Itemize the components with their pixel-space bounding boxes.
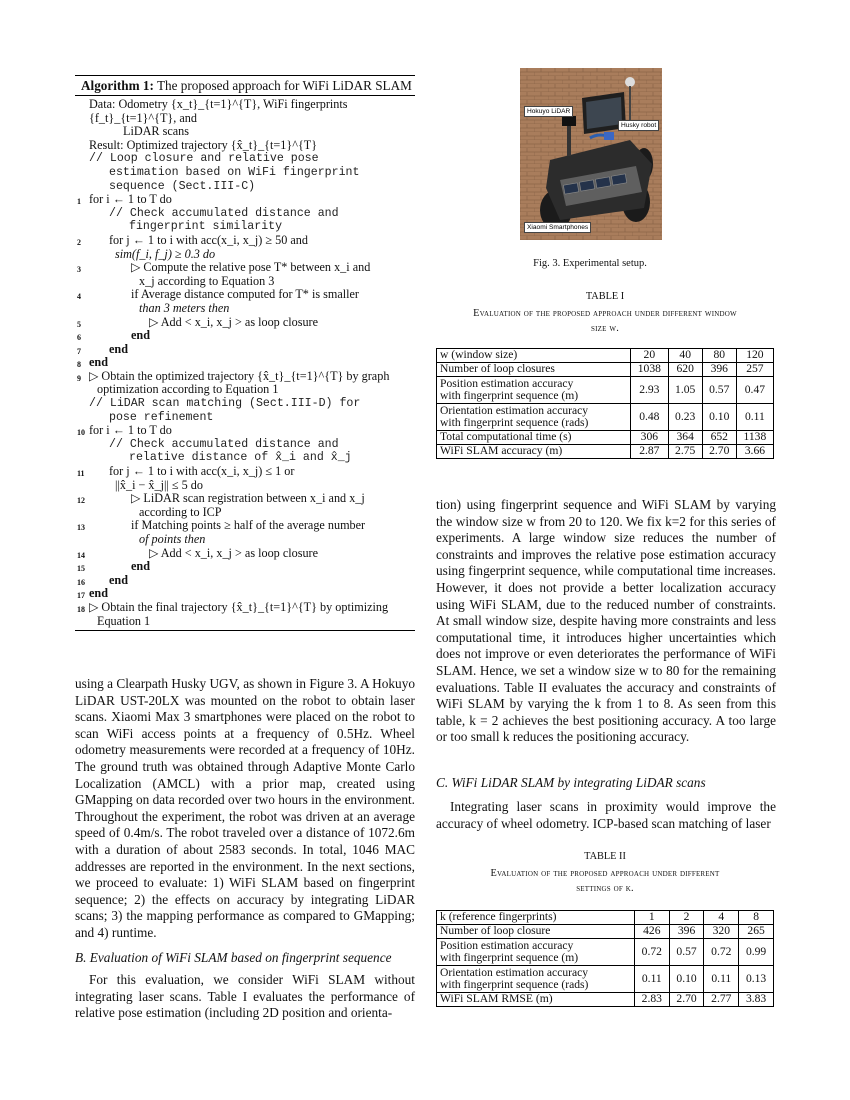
algorithm-line: [75, 451, 415, 465]
table-header-cell: 80: [702, 349, 736, 363]
algorithm-line: [75, 180, 415, 194]
algorithm-line: [75, 615, 415, 629]
table-cell: 0.11: [736, 404, 773, 431]
section-heading-b: B. Evaluation of WiFi SLAM based on fingerprint sequence: [75, 950, 392, 965]
algorithm-line-number: 1: [77, 197, 81, 207]
algorithm-line-number: 13: [77, 523, 85, 533]
algorithm-line-text: ||x̂_i − x̂_j|| ≤ 5 do: [115, 477, 203, 492]
algorithm-line-number: 7: [77, 346, 81, 356]
algorithm-line-text: for j ← 1 to i with acc(x_i, x_j) ≥ 50 and: [109, 232, 308, 247]
table-cell: 2.77: [704, 993, 739, 1007]
table-header-cell: 2: [669, 911, 704, 925]
right-paragraph-2: [436, 799, 776, 832]
table-row-label-line: WiFi SLAM accuracy (m): [440, 444, 563, 458]
algorithm-lines: [75, 96, 415, 628]
table-row-label-line: with fingerprint sequence (m): [440, 389, 579, 402]
algorithm-line-text: // LiDAR scan matching (Sect.III-D) for: [89, 397, 361, 411]
algorithm-line: [75, 166, 415, 180]
algorithm-line: [75, 288, 415, 302]
algorithm-line: [75, 519, 415, 533]
algorithm-line: [75, 465, 415, 479]
table-cell: 396: [702, 363, 736, 377]
section-heading-c: C. WiFi LiDAR SLAM by integrating LiDAR scans: [436, 775, 706, 790]
table-row-label-line: with fingerprint sequence (m): [440, 951, 579, 964]
algorithm-line-text: than 3 meters then: [139, 300, 230, 315]
table-row: [437, 431, 774, 445]
algorithm-line: [75, 397, 415, 411]
table-cell: 0.10: [669, 966, 704, 993]
algorithm-line-text: Data: Odometry {x_t}_{t=1}^{T}, WiFi fingerprints {f_t}_{t=1}^{T}, and: [89, 97, 348, 125]
algorithm-title: [75, 76, 415, 94]
algorithm-line: [75, 193, 415, 207]
table-row-label-line: with fingerprint sequence (rads): [440, 416, 589, 429]
algorithm-line: [75, 479, 415, 493]
table-cell: 2.70: [702, 445, 736, 459]
table-row-label: [437, 377, 631, 404]
algorithm-line-number: 3: [77, 265, 81, 275]
table2-caption-line2: settings of k.: [576, 883, 634, 894]
experimental-setup-photo: [520, 68, 662, 240]
body-text: using a Clearpath Husky UGV, as shown in Figure 3. A Hokuyo LiDAR UST-20LX was mounted on the robot to obtain laser scans. Xiaomi Max 3 smartphones were placed on the robot to scan WiFi access points at a frequency of 0.5Hz. Wheel odometry measurements were recorded at a frequency of 10Hz. The ground truth was obtained through Adaptive Monte Carlo Localization (AMCL) with a prior map, created using GMapping on data recorded over two hours in the environment. Throughout the experiment, the robot was driven at an average speed of 0.4m/s. The robot traveled over a distance of 1072.6m with a duration of about 2583 seconds. In total, 1046 MAC addresses are reported in the environment. In the next sections, we proceed to evaluate: 1) WiFi SLAM based on fingerprint sequence; 2) the effects on accuracy by integrating LiDAR scans; 3) the mapping performance as compared to GMapping; and 4) runtime.: [75, 676, 415, 940]
table-header-row: [437, 349, 774, 363]
algorithm-line-text: estimation based on WiFi fingerprint: [109, 165, 360, 179]
photo-label-robot: Husky robot: [618, 120, 659, 131]
algorithm-line-text: pose refinement: [109, 410, 214, 424]
table-header-cell: 20: [631, 349, 669, 363]
algorithm-line-number: 9: [77, 373, 81, 383]
algorithm-line-number: 10: [77, 428, 85, 438]
algorithm-line: [75, 560, 415, 574]
algorithm-line-text: for i ← 1 to T do: [89, 423, 172, 438]
table-cell: 0.57: [702, 377, 736, 404]
table-cell: 1138: [736, 431, 773, 445]
algorithm-line-text: LiDAR scans: [123, 124, 190, 139]
algorithm-line: [75, 98, 415, 125]
photo-label-lidar: Hokuyo LiDAR: [524, 106, 573, 117]
left-paragraph-1: [75, 676, 415, 942]
algorithm-line-number: 14: [77, 550, 85, 560]
algorithm-line: [75, 343, 415, 357]
algorithm-line-text: end: [89, 355, 108, 370]
table-cell: 0.10: [702, 404, 736, 431]
algorithm-line-text: end: [89, 586, 108, 601]
table-cell: 257: [736, 363, 773, 377]
algorithm-line: [75, 370, 415, 384]
algorithm-line: [75, 125, 415, 139]
table1: [436, 348, 774, 459]
algorithm-title-text: The proposed approach for WiFi LiDAR SLAM: [156, 78, 412, 93]
table-row-label-line: Number of loop closures: [440, 362, 555, 376]
algorithm-line-text: x_j according to Equation 3: [139, 273, 275, 288]
table-header-label: k (reference fingerprints): [437, 911, 635, 925]
algorithm-line-text: // Check accumulated distance and: [109, 437, 339, 451]
table-row-label: [437, 363, 631, 377]
figure-caption: Fig. 3. Experimental setup.: [533, 258, 647, 269]
table-cell: 0.11: [704, 966, 739, 993]
algorithm-line-text: according to ICP: [139, 504, 222, 519]
algorithm-line-text: ▷ Add < x_i, x_j > as loop closure: [149, 314, 319, 329]
algorithm-line: [75, 506, 415, 520]
algorithm-line-text: ▷ Compute the relative pose T* between x_i and: [131, 260, 371, 275]
table-row: [437, 925, 774, 939]
algorithm-line-text: optimization according to Equation 1: [97, 382, 279, 397]
algorithm-label: Algorithm 1:: [81, 78, 154, 93]
algorithm-line-text: ▷ Obtain the optimized trajectory {x̂_t}_{t=1}^{T} by graph: [89, 368, 390, 383]
algorithm-line-text: relative distance of x̂_i and x̂_j: [129, 451, 352, 465]
table-row: [437, 993, 774, 1007]
table-cell: 2.93: [631, 377, 669, 404]
algorithm-line: [75, 316, 415, 330]
algorithm-line-number: 8: [77, 360, 81, 370]
table-cell: 3.66: [736, 445, 773, 459]
table-header-cell: 40: [668, 349, 702, 363]
table-row-label-line: Total computational time (s): [440, 430, 572, 444]
table-cell: 0.48: [631, 404, 669, 431]
algorithm-line: [75, 275, 415, 289]
table-cell: 320: [704, 925, 739, 939]
table-header-cell: 1: [634, 911, 669, 925]
table-header-cell: 120: [736, 349, 773, 363]
algorithm-line: [75, 574, 415, 588]
table-cell: 652: [702, 431, 736, 445]
table-row: [437, 404, 774, 431]
table-header-row: [437, 911, 774, 925]
table-cell: 2.87: [631, 445, 669, 459]
table2: [436, 910, 774, 1007]
table-row-label-line: Position estimation accuracy: [440, 376, 574, 390]
algorithm-line: [75, 533, 415, 547]
algorithm-line-text: end: [109, 572, 128, 587]
algorithm-line-text: if Average distance computed for T* is smaller: [131, 287, 359, 302]
algorithm-line-text: end: [109, 341, 128, 356]
algorithm-line-text: Equation 1: [97, 613, 151, 628]
table1-number: TABLE I: [585, 291, 625, 302]
body-text: For this evaluation, we consider WiFi SLAM without integrating laser scans. Table I evaluates the performance of relative pose estimation (including 2D position and orienta-: [75, 972, 415, 1021]
algorithm-line: [75, 329, 415, 343]
body-text: tion) using fingerprint sequence and WiFi SLAM by varying the window size w from 20 to 120. We fix k=2 for this series of experiments. A large window size reduces the number of constraints and improves the relative pose estimation accuracy using fingerprint sequence, while computational time increases. However, it does not provide a better localization accuracy using WiFi SLAM, due to the reduced number of constraints. At small window size, despite having more constraints and less computational time, it introduces higher uncertainties which does not improve or even deteriorates the performance of WiFi SLAM. Hence, we set a window size w to 80 for the remaining evaluations. Table II evaluates the accuracy and constraints of WiFi SLAM by varying the k from 1 to 8. As seen from this table, k = 2 achieves the best positioning accuracy. A too large or too small k reduces the positioning accuracy.: [436, 497, 776, 745]
table-row: [437, 445, 774, 459]
algorithm-line: [75, 411, 415, 425]
table1-caption-line2: size w.: [591, 323, 619, 334]
algorithm-line-text: end: [131, 328, 150, 343]
algorithm-line-text: sequence (Sect.III-C): [109, 179, 256, 193]
algorithm-line-text: if Matching points ≥ half of the average number: [131, 518, 366, 533]
algorithm-line-number: 18: [77, 604, 85, 614]
algorithm-line-text: ▷ Add < x_i, x_j > as loop closure: [149, 545, 319, 560]
algorithm-bottom-rule: [75, 630, 415, 631]
table-row-label-line: Position estimation accuracy: [440, 938, 574, 952]
table-cell: 306: [631, 431, 669, 445]
algorithm-line-number: 2: [77, 237, 81, 247]
algorithm-line-text: ▷ Obtain the final trajectory {x̂_t}_{t=1}^{T} by optimizing: [89, 599, 389, 614]
algorithm-line-number: 6: [77, 333, 81, 343]
algorithm-line-number: 12: [77, 496, 85, 506]
table-cell: 620: [668, 363, 702, 377]
table-row-label-line: Orientation estimation accuracy: [440, 965, 589, 979]
algorithm-line: [75, 261, 415, 275]
algorithm-line: [75, 587, 415, 601]
table-cell: 2.83: [634, 993, 669, 1007]
table-cell: 265: [739, 925, 774, 939]
algorithm-line-text: // Check accumulated distance and: [109, 206, 339, 220]
algorithm-line-text: // Loop closure and relative pose: [89, 152, 319, 166]
table2-caption-line1: Evaluation of the proposed approach under different: [490, 868, 720, 879]
table-row: [437, 939, 774, 966]
table-cell: 396: [669, 925, 704, 939]
algorithm-line-text: for i ← 1 to T do: [89, 192, 172, 207]
table-row-label: [437, 966, 635, 993]
algorithm-line-text: fingerprint similarity: [129, 220, 283, 234]
algorithm-line: [75, 383, 415, 397]
table-row: [437, 363, 774, 377]
algorithm-line-number: 16: [77, 577, 85, 587]
algorithm-line-text: end: [131, 559, 150, 574]
algorithm-line: [75, 438, 415, 452]
table-row-label: [437, 445, 631, 459]
table-cell: 0.23: [668, 404, 702, 431]
table-cell: 2.75: [668, 445, 702, 459]
table-cell: 3.83: [739, 993, 774, 1007]
table-cell: 0.11: [634, 966, 669, 993]
algorithm-line: [75, 492, 415, 506]
algorithm-line-text: for j ← 1 to i with acc(x_i, x_j) ≤ 1 or: [109, 464, 295, 479]
table-cell: 364: [668, 431, 702, 445]
algorithm-line-number: 15: [77, 564, 85, 574]
algorithm-line-number: 5: [77, 319, 81, 329]
table-header-cell: 4: [704, 911, 739, 925]
algorithm-line: [75, 207, 415, 221]
algorithm-line-number: 11: [77, 469, 85, 479]
algorithm-line: [75, 547, 415, 561]
table-cell: 0.72: [634, 939, 669, 966]
table-cell: 0.99: [739, 939, 774, 966]
algorithm-line: [75, 601, 415, 615]
robot-illustration: [520, 68, 662, 240]
algorithm-line: [75, 356, 415, 370]
table-row-label: [437, 925, 635, 939]
table-cell: 0.72: [704, 939, 739, 966]
algorithm-line-text: Result: Optimized trajectory {x̂_t}_{t=1}^{T}: [89, 137, 318, 152]
table-cell: 0.47: [736, 377, 773, 404]
table-row-label: [437, 404, 631, 431]
table1-caption-line1: Evaluation of the proposed approach under different window: [473, 308, 737, 319]
right-paragraph-1: [436, 497, 776, 746]
algorithm-line: [75, 248, 415, 262]
left-paragraph-2: [75, 972, 415, 1022]
table-row-label: [437, 431, 631, 445]
table-cell: 426: [634, 925, 669, 939]
table-row-label-line: Orientation estimation accuracy: [440, 403, 589, 417]
algorithm-line: [75, 302, 415, 316]
table-row: [437, 966, 774, 993]
photo-label-phones: Xiaomi Smartphones: [524, 222, 591, 233]
algorithm-line: [75, 152, 415, 166]
table-cell: 0.57: [669, 939, 704, 966]
table-row-label-line: Number of loop closure: [440, 924, 551, 938]
table-cell: 1.05: [668, 377, 702, 404]
algorithm-line-number: 4: [77, 292, 81, 302]
algorithm-line: [75, 424, 415, 438]
table2-caption: [430, 850, 780, 895]
table-header-label: w (window size): [437, 349, 631, 363]
algorithm-line-text: sim(f_i, f_j) ≥ 0.3 do: [115, 246, 216, 261]
algorithm-line-text: of points then: [139, 532, 206, 546]
table-row-label-line: WiFi SLAM RMSE (m): [440, 992, 553, 1006]
algorithm-box: [75, 75, 415, 631]
table2-number: TABLE II: [584, 851, 626, 862]
table-row-label-line: with fingerprint sequence (rads): [440, 978, 589, 991]
table1-caption: [430, 290, 780, 335]
algorithm-line: [75, 139, 415, 153]
table-header-cell: 8: [739, 911, 774, 925]
table-cell: 1038: [631, 363, 669, 377]
table-row-label: [437, 993, 635, 1007]
algorithm-line: [75, 220, 415, 234]
algorithm-line: [75, 234, 415, 248]
table-row: [437, 377, 774, 404]
algorithm-line-text: ▷ LiDAR scan registration between x_i and x_j: [131, 491, 365, 506]
body-text: Integrating laser scans in proximity would improve the accuracy of wheel odometry. ICP-based scan matching of laser: [436, 799, 776, 831]
table-cell: 2.70: [669, 993, 704, 1007]
table-row-label: [437, 939, 635, 966]
table-cell: 0.13: [739, 966, 774, 993]
algorithm-line-number: 17: [77, 591, 85, 601]
